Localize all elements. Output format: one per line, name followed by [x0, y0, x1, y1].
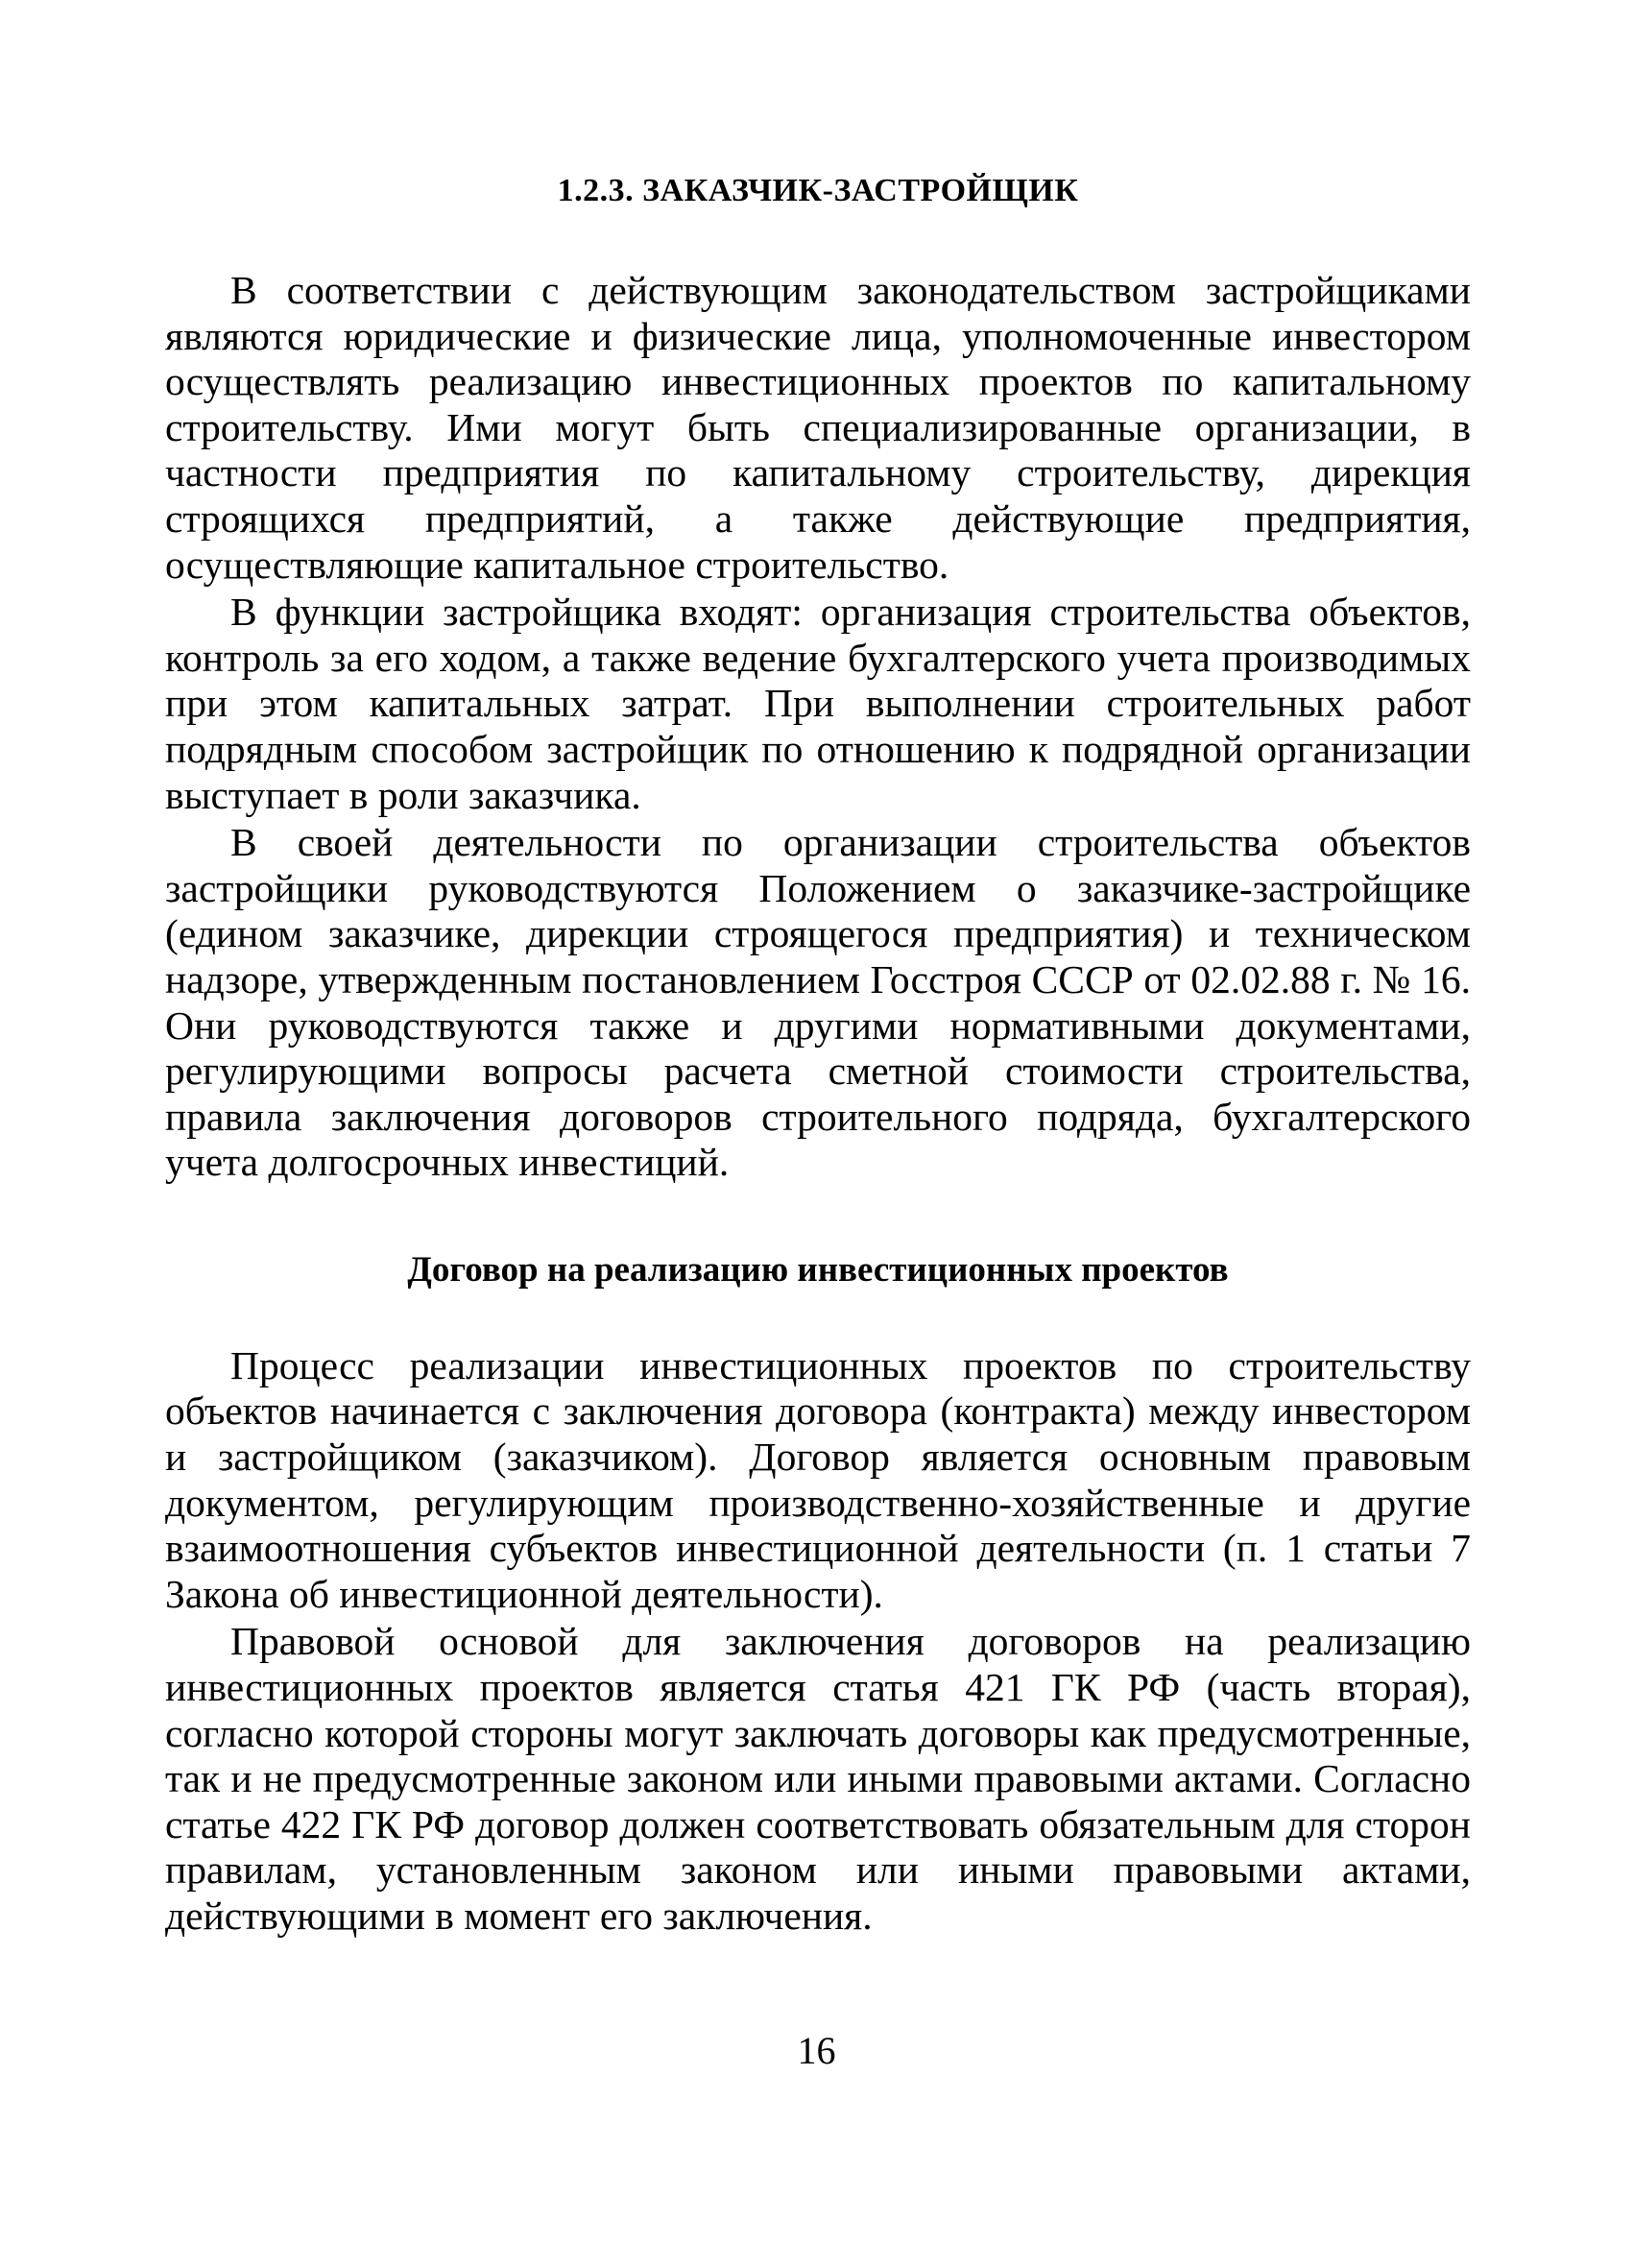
page-number: 16 — [797, 2029, 836, 2072]
section-paragraph-3: В своей деятельности по организации строительства объектов застройщики руководствуются Положением о заказчике-застройщике (едином заказчике, дирекции строящегося предприятия) и техническом надзоре, утвержденным постановлением Госстроя СССР от 02.02.88 г. № 16. Они руководствуются также и другими нормативными документами, регулирующими вопросы расчета сметной стоимости строительства, правила заключения договоров строительного подряда, бухгалтерского учета долгосрочных инвестиций. — [165, 820, 1471, 1185]
subsection-paragraph-1: Процесс реализации инвестиционных проектов по строительству объектов начинается с заключения договора (контракта) между инвестором и застройщиком (заказчиком). Договор является основным правовым документом, регулирующим производственно-хозяйственные и другие взаимоотношения субъектов инвестиционной деятельности (п. 1 статьи 7 Закона об инвестиционной деятельности). — [165, 1342, 1471, 1616]
section-heading: 1.2.3. ЗАКАЗЧИК-ЗАСТРОЙЩИК — [557, 173, 1079, 208]
subsection-paragraph-2: Правовой основой для заключения договоров на реализацию инвестиционных проектов является статья 421 ГК РФ (часть вторая), согласно которой стороны могут заключать договоры как предусмотренные, так и не предусмотренные законом или иными правовыми актами. Согласно статье 422 ГК РФ договор должен соответствовать обязательным для сторон правилам, установленным законом или иными правовыми актами, действующими в момент его заключения. — [165, 1619, 1471, 1938]
section-paragraph-2: В функции застройщика входят: организация строительства объектов, контроль за его ходом, а также ведение бухгалтерского учета производимых при этом капитальных затрат. При выполнении строительных работ подрядным способом застройщик по отношению к подрядной организации выступает в роли заказчика. — [165, 590, 1471, 817]
section-paragraph-1: В соответствии с действующим законодательством застройщиками являются юридические и физические лица, уполномоченные инвестором осуществлять реализацию инвестиционных проектов по капитальному строительству. Ими могут быть специализированные организации, в частности предприятия по капитальному строительству, дирекция строящихся предприятий, а также действующие предприятия, осуществляющие капитальное строительство. — [165, 268, 1471, 587]
document-page — [165, 168, 1471, 1942]
subsection-heading: Договор на реализацию инвестиционных проектов — [407, 1249, 1229, 1290]
